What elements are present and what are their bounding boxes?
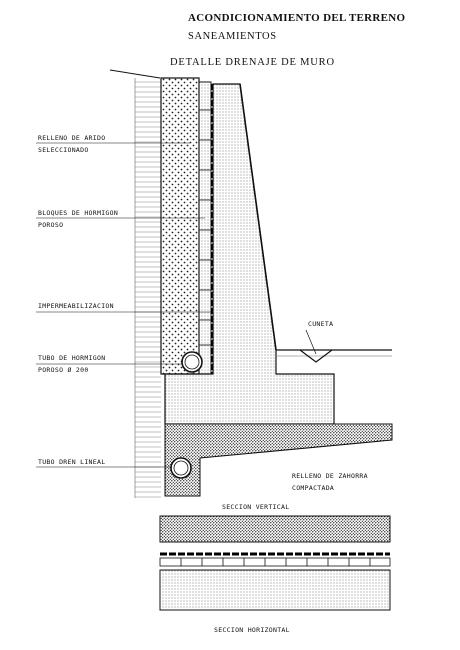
porous-block-column (199, 82, 211, 374)
ground-fill-left (110, 70, 161, 498)
label-impermeabilizacion: IMPERMEABILIZACION (38, 302, 114, 310)
label-tubo-line2: POROSO Ø 200 (38, 366, 89, 374)
sheet-subtitle: SANEAMIENTOS (188, 31, 277, 42)
sheet-title: ACONDICIONAMIENTO DEL TERRENO (188, 12, 406, 24)
label-zahorra-line1: RELLENO DE ZAHORRA (292, 472, 368, 480)
linear-drain-pipe (171, 458, 191, 478)
label-bloques-line1: BLOQUES DE HORMIGON (38, 209, 119, 217)
label-zahorra-line2: COMPACTADA (292, 484, 335, 492)
caption-seccion-horizontal: SECCION HORIZONTAL (214, 626, 290, 634)
compacted-subbase (165, 424, 392, 496)
gravel-backfill (161, 78, 199, 374)
label-relleno-line2: SELECCIONADO (38, 146, 89, 154)
horizontal-section (160, 516, 390, 610)
porous-pipe (182, 352, 202, 372)
caption-seccion-vertical: SECCION VERTICAL (222, 503, 290, 511)
label-tubo-dren: TUBO DREN LINEAL (38, 458, 106, 466)
label-tubo-line1: TUBO DE HORMIGON (38, 354, 106, 362)
label-cuneta: CUNETA (308, 320, 334, 328)
drawing-title: DETALLE DRENAJE DE MURO (170, 57, 335, 68)
label-bloques-line2: POROSO (38, 221, 64, 229)
ground-right (276, 330, 392, 362)
label-relleno-line1: RELLENO DE ARIDO (38, 134, 106, 142)
